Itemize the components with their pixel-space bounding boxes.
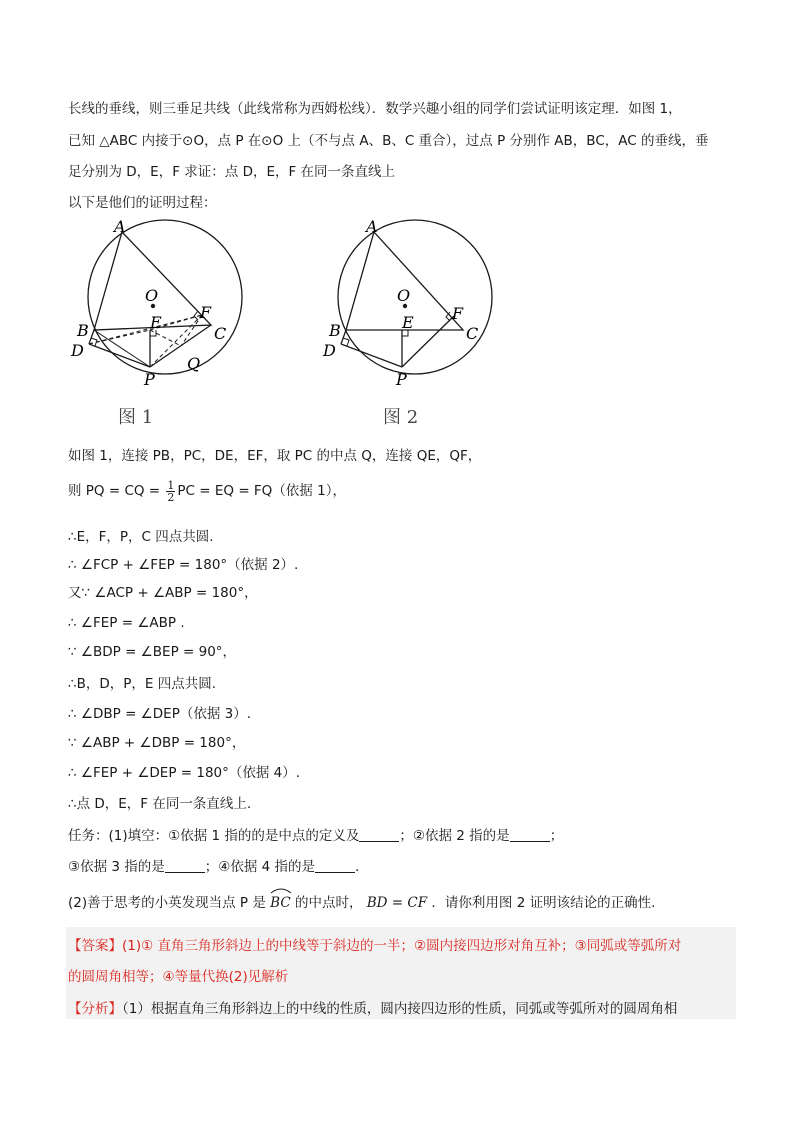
task-3-equation: BD = CF bbox=[366, 895, 428, 911]
proof-line-2-a: 则 PQ = CQ = bbox=[68, 483, 165, 499]
answer-text-1: (1)① 直角三角形斜边上的中线等于斜边的一半；②圆内接四边形对角互补；③同弧或等弧所对 bbox=[122, 938, 682, 954]
task-3-text-a: (2)善于思考的小英发现当点 P 是 bbox=[68, 895, 266, 911]
proof-line-2-b: PC = EQ = FQ（依据 1）， bbox=[177, 483, 346, 499]
blank-basis-4[interactable] bbox=[315, 858, 355, 873]
label-q: Q bbox=[187, 354, 201, 373]
label-o: O bbox=[145, 286, 159, 305]
proof-line-3: ∴E，F，P，C 四点共圆. bbox=[68, 529, 214, 545]
proof-line-10: ∵ ∠ABP + ∠DBP = 180°， bbox=[68, 735, 246, 751]
proof-line-12: ∴点 D，E，F 在同一条直线上. bbox=[68, 796, 252, 812]
figure-1 bbox=[70, 215, 260, 390]
proof-line-11: ∴ ∠FEP + ∠DEP = 180°（依据 4）. bbox=[68, 765, 301, 781]
label-b: B bbox=[77, 321, 89, 340]
label-d: D bbox=[71, 341, 84, 360]
label-c-2: C bbox=[466, 324, 479, 343]
intro-line-4: 以下是他们的证明过程： bbox=[68, 195, 217, 211]
task-1-text-b: ；②依据 2 指的是 bbox=[399, 828, 510, 844]
answer-line-2: 的圆周角相等；④等量代换(2)见解析 bbox=[68, 969, 289, 985]
blank-basis-2[interactable] bbox=[510, 827, 550, 842]
answer-tag: 【答案】 bbox=[68, 938, 122, 954]
task-3-text-b: 的中点时， bbox=[294, 895, 363, 911]
task-2-text-b: ；④依据 4 指的是 bbox=[204, 859, 316, 875]
arc-bc: BC bbox=[270, 893, 291, 913]
task-line-1: 任务：(1)填空：①依据 1 指的的是中点的定义及 ；②依据 2 指的是 ； bbox=[68, 828, 564, 844]
label-e-2: E bbox=[402, 313, 414, 332]
task-line-2: ③依据 3 指的是 ；④依据 4 指的是 ． bbox=[68, 859, 369, 875]
proof-line-7: ∵ ∠BDP = ∠BEP = 90°， bbox=[68, 644, 237, 660]
task-line-3 bbox=[68, 893, 655, 913]
label-c: C bbox=[214, 324, 227, 343]
proof-line-9: ∴ ∠DBP = ∠DEP（依据 3）. bbox=[68, 706, 252, 722]
label-p-2: P bbox=[396, 370, 407, 389]
analysis-line bbox=[68, 999, 677, 1019]
label-f-2: F bbox=[452, 304, 464, 323]
circle-o bbox=[88, 220, 242, 374]
label-p: P bbox=[144, 370, 155, 389]
label-f: F bbox=[200, 303, 212, 322]
fraction-one-half: $\frac{1}{2}$ bbox=[167, 478, 175, 504]
task-3-text-c: ．请你利用图 2 证明该结论的正确性. bbox=[431, 895, 656, 911]
task-1-text-a: 任务：(1)填空：①依据 1 指的的是中点的定义及 bbox=[68, 828, 360, 844]
task-2-text-a: ③依据 3 指的是 bbox=[68, 859, 165, 875]
label-d-2: D bbox=[323, 341, 336, 360]
blank-basis-3[interactable] bbox=[165, 858, 205, 873]
intro-line-3: 足分别为 D，E，F 求证：点 D，E，F 在同一条直线上 bbox=[68, 164, 396, 180]
analysis-text: （1）根据直角三角形斜边上的中线的性质，圆内接四边形的性质，同弧或等弧所对的圆周角相 bbox=[122, 1001, 678, 1017]
label-e: E bbox=[150, 313, 162, 332]
analysis-tag: 【分析】 bbox=[68, 1001, 122, 1017]
proof-line-4: ∴ ∠FCP + ∠FEP = 180°（依据 2）. bbox=[68, 557, 299, 573]
answer-line-1 bbox=[68, 936, 681, 956]
label-a: A bbox=[114, 217, 126, 236]
proof-line-1: 如图 1，连接 PB，PC，DE，EF，取 PC 的中点 Q，连接 QE，QF， bbox=[68, 448, 482, 464]
figure-2-caption: 图 2 bbox=[383, 407, 419, 428]
label-a-2: A bbox=[366, 217, 378, 236]
intro-line-2: 已知 △ABC 内接于⊙O，点 P 在⊙O 上（不与点 A、B、C 重合），过点 P 分别作 AB，BC，AC 的垂线，垂 bbox=[68, 133, 709, 149]
intro-line-1: 长线的垂线，则三垂足共线（此线常称为西姆松线）．数学兴趣小组的同学们尝试证明该定理．如图 1， bbox=[68, 101, 682, 117]
proof-line-6: ∴ ∠FEP = ∠ABP . bbox=[68, 615, 185, 631]
proof-line-8: ∴B，D，P，E 四点共圆. bbox=[68, 676, 216, 692]
figure-1-caption: 图 1 bbox=[118, 407, 154, 428]
figure-2 bbox=[322, 215, 512, 390]
proof-line-5: 又∵ ∠ACP + ∠ABP = 180°， bbox=[68, 585, 258, 601]
label-b-2: B bbox=[329, 321, 341, 340]
label-o-2: O bbox=[397, 286, 411, 305]
proof-line-2 bbox=[68, 478, 346, 504]
blank-basis-1[interactable] bbox=[359, 827, 399, 842]
